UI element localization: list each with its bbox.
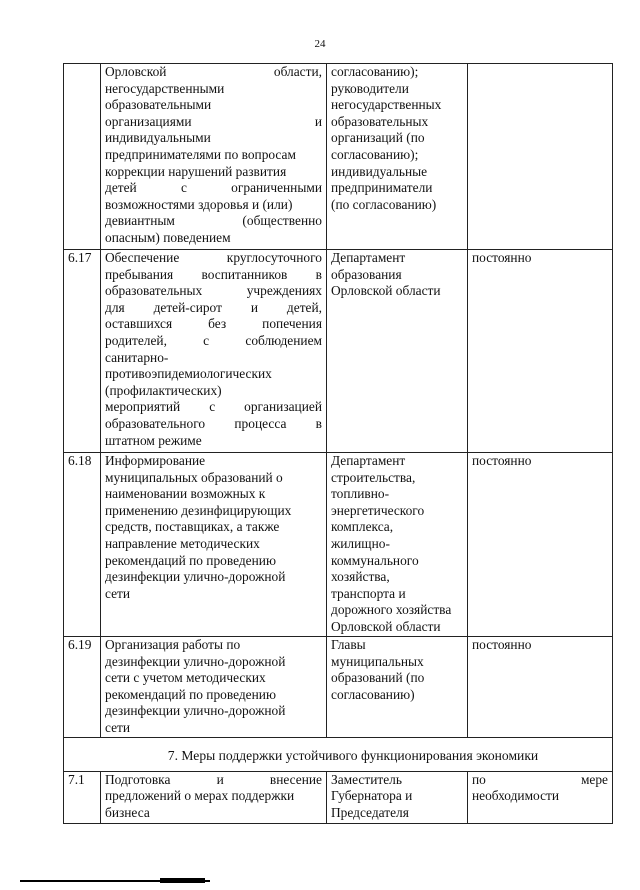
executor-cell (327, 771, 468, 823)
measure-cell-line: образовательного процесса в (105, 415, 322, 431)
executor-cell (327, 250, 468, 453)
executor-cell-line: образований (по (331, 670, 425, 686)
executor-cell-line: муниципальных (331, 653, 424, 669)
measure-cell (101, 64, 327, 250)
executor-cell-line: коммунального (331, 552, 419, 568)
term-cell-line: постоянно (472, 637, 532, 652)
measure-cell (101, 771, 327, 823)
measure-cell-line: рекомендаций по проведению (105, 686, 276, 702)
executor-cell-line: Департамент (331, 453, 406, 468)
term-cell (468, 637, 613, 738)
measure-cell-line: негосударственными (105, 80, 225, 96)
term-cell (468, 64, 613, 250)
measure-cell-line: Обеспечение круглосуточного (105, 250, 322, 265)
executor-cell-line: жилищно- (331, 535, 390, 551)
executor-cell-line: строительства, (331, 469, 416, 485)
measure-cell-line: применению дезинфицирующих (105, 502, 292, 518)
item-number: 7.1 (64, 771, 101, 823)
page-number: 24 (314, 38, 326, 50)
term-cell (468, 453, 613, 637)
executor-cell-line: предприниматели (331, 180, 433, 196)
measure-cell-line: сети (105, 719, 131, 735)
measure-cell-line: противоэпидемиологических (105, 366, 272, 382)
measure-cell-line: возможностями здоровья и (или) (105, 196, 293, 212)
measure-cell-line: пребывания воспитанников в (105, 266, 322, 282)
executor-cell-line: Председателя (331, 804, 409, 820)
measure-cell-line: Организация работы по (105, 637, 241, 652)
measure-cell-line: предложений о мерах поддержки (105, 788, 295, 804)
executor-cell-line: индивидуальные (331, 163, 428, 179)
executor-cell-line: Орловской области (331, 618, 441, 634)
table-row (64, 453, 613, 637)
table-row (64, 637, 613, 738)
measure-cell-line: (профилактических) (105, 382, 222, 398)
executor-cell-line: энергетического (331, 502, 425, 518)
measure-cell-line: бизнеса (105, 804, 150, 820)
term-cell-line: постоянно (472, 453, 532, 468)
measure-cell-line: для детей-сирот и детей, (105, 299, 322, 315)
executor-cell-line: хозяйства, (331, 569, 390, 585)
executor-cell-line: согласованию) (331, 686, 415, 702)
measure-cell-line: дезинфекции улично-дорожной (105, 653, 286, 669)
item-number: 6.19 (64, 637, 101, 738)
measure-cell-line: средств, поставщиках, а также (105, 519, 280, 535)
measure-cell-line: направление методических (105, 535, 260, 551)
table-row (64, 250, 613, 453)
measure-cell-line: индивидуальными (105, 130, 211, 146)
executor-cell-line: Губернатора и (331, 788, 413, 804)
term-cell (468, 771, 613, 823)
measure-cell-line: опасным) поведением (105, 229, 231, 245)
table-row (64, 771, 613, 823)
measure-cell-line: девиантным (общественно (105, 213, 322, 229)
term-cell (468, 250, 613, 453)
executor-cell (327, 453, 468, 637)
measure-cell (101, 637, 327, 738)
term-cell-line: по мере (472, 771, 608, 787)
executor-cell-line: руководители (331, 80, 409, 96)
measure-cell-line: Орловской области, (105, 64, 322, 79)
table-row (64, 64, 613, 250)
measure-cell-line: рекомендаций по проведению (105, 552, 276, 568)
executor-cell-line: Заместитель (331, 771, 402, 787)
measure-cell-line: мероприятий с организацией (105, 399, 322, 415)
measure-cell-line: родителей, с соблюдением (105, 332, 322, 348)
term-cell-line: постоянно (472, 250, 532, 265)
executor-cell-line: негосударственных (331, 97, 442, 113)
measures-table (63, 63, 613, 824)
measure-cell-line: санитарно- (105, 349, 169, 365)
measure-cell-line: сети (105, 585, 131, 601)
measure-cell-line: предпринимателями по вопросам (105, 146, 296, 162)
measure-cell-line: Подготовка и внесение (105, 771, 322, 787)
item-number (64, 64, 101, 250)
measure-cell-line: образовательными (105, 97, 212, 113)
executor-cell-line: организаций (по (331, 130, 425, 146)
executor-cell-line: топливно- (331, 486, 390, 502)
executor-cell-line: образовательных (331, 113, 429, 129)
section-title: 7. Меры поддержки устойчивого функционирования экономики (167, 747, 539, 763)
executor-cell-line: согласованию); (331, 64, 419, 79)
measure-cell-line: организациями и (105, 113, 322, 129)
measure-cell-line: наименовании возможных к (105, 486, 266, 502)
section-cell (64, 737, 613, 771)
measure-cell-line: Информирование (105, 453, 206, 468)
executor-cell-line: Главы (331, 637, 366, 652)
measure-cell-line: дезинфекции улично-дорожной (105, 703, 286, 719)
measure-cell-line: штатном режиме (105, 432, 202, 448)
executor-cell-line: дорожного хозяйства (331, 602, 452, 618)
executor-cell (327, 64, 468, 250)
measure-cell (101, 453, 327, 637)
executor-cell-line: Орловской области (331, 283, 441, 299)
item-number: 6.17 (64, 250, 101, 453)
executor-cell-line: согласованию); (331, 146, 419, 162)
measure-cell-line: коррекции нарушений развития (105, 163, 287, 179)
executor-cell-line: транспорта и (331, 585, 406, 601)
measure-cell-line: муниципальных образований о (105, 469, 283, 485)
measure-cell-line: дезинфекции улично-дорожной (105, 569, 286, 585)
term-cell-line: необходимости (472, 788, 560, 804)
measure-cell-line: образовательных учреждениях (105, 283, 322, 299)
measure-cell-line: сети с учетом методических (105, 670, 266, 686)
section-row (64, 737, 613, 771)
measure-cell-line: детей с ограниченными (105, 180, 322, 196)
executor-cell-line: Департамент (331, 250, 406, 265)
item-number: 6.18 (64, 453, 101, 637)
measure-cell-line: оставшихся без попечения (105, 316, 322, 332)
executor-cell (327, 637, 468, 738)
footer-mark (160, 878, 205, 883)
executor-cell-line: (по согласованию) (331, 196, 437, 212)
executor-cell-line: образования (331, 266, 402, 282)
executor-cell-line: комплекса, (331, 519, 394, 535)
measure-cell (101, 250, 327, 453)
